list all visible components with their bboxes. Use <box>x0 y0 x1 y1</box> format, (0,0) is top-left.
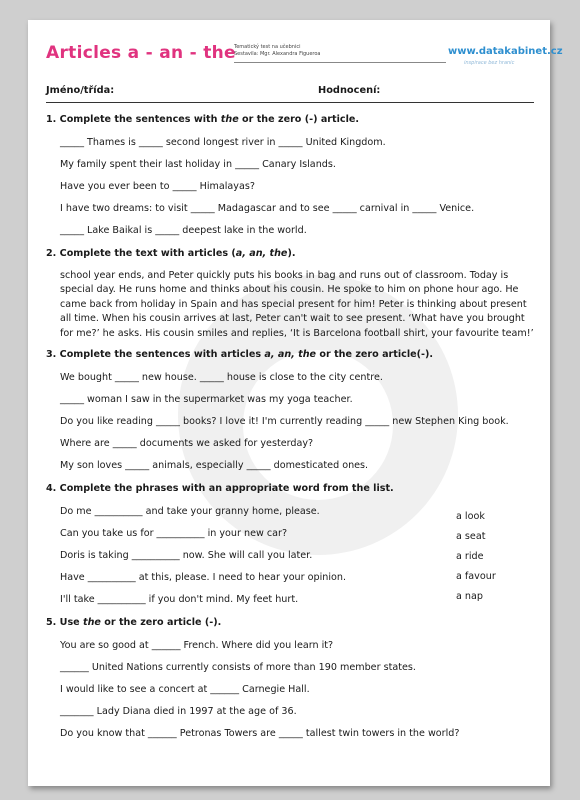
exercise-5 <box>46 617 534 750</box>
exercise-line: Have you ever been to _____ Himalayas? <box>60 181 255 192</box>
worksheet-subtitle: Tematický test na učebnici Sestavila: Mgr. Alexandra Figueroa <box>234 44 321 57</box>
grade-label: Hodnocení: <box>318 85 381 96</box>
student-fields <box>46 84 534 103</box>
exercise-2-instruction: 2. Complete the text with articles (a, an, the). <box>46 248 296 259</box>
word-option: a ride <box>456 551 484 563</box>
word-option: a nap <box>456 591 483 603</box>
worksheet-title: Articles a - an - the <box>46 43 236 63</box>
word-option: a seat <box>456 531 486 543</box>
exercise-line: Doris is taking __________ now. She will call you later. <box>60 550 313 562</box>
name-class-label: Jméno/třída: <box>46 85 115 96</box>
exercise-line: I'll take __________ if you don't mind. My feet hurt. <box>60 594 299 606</box>
exercise-2 <box>46 248 534 341</box>
exercise-1-instruction: 1. Complete the sentences with the or the zero (-) article. <box>46 114 360 125</box>
exercise-4-instruction: 4. Complete the phrases with an appropriate word from the list. <box>46 483 394 495</box>
exercise-line: Do you know that ______ Petronas Towers are _____ tallest twin towers in the world? <box>60 728 460 740</box>
exercise-line: Do you like reading _____ books? I love it! I'm currently reading _____ new Stephen King book. <box>60 416 509 428</box>
word-option: a look <box>456 511 485 523</box>
exercise-line: _____ Thames is _____ second longest river in _____ United Kingdom. <box>60 137 386 148</box>
header-rule <box>234 62 446 63</box>
exercise-line: We bought _____ new house. _____ house is close to the city centre. <box>60 372 383 384</box>
brand-url[interactable]: www.datakabinet.cz <box>448 46 563 57</box>
exercise-3 <box>46 349 534 482</box>
exercise-line: My family spent their last holiday in _____ Canary Islands. <box>60 159 336 170</box>
exercise-5-instruction: 5. Use the or the zero article (-). <box>46 617 222 629</box>
exercise-line: I have two dreams: to visit _____ Madagascar and to see _____ carnival in _____ Venice. <box>60 203 475 214</box>
exercise-4 <box>46 483 534 616</box>
exercise-line: I would like to see a concert at ______ Carnegie Hall. <box>60 684 310 696</box>
exercise-line: Do me __________ and take your granny home, please. <box>60 506 320 518</box>
exercise-line: _____ woman I saw in the supermarket was my yoga teacher. <box>60 394 353 406</box>
exercise-line: Can you take us for __________ in your new car? <box>60 528 288 540</box>
exercise-line: _____ Lake Baikal is _____ deepest lake in the world. <box>60 225 307 236</box>
word-list <box>456 511 496 611</box>
exercise-3-instruction: 3. Complete the sentences with articles a, an, the or the zero article(-). <box>46 349 434 361</box>
worksheet-content <box>46 84 534 750</box>
exercise-line: My son loves _____ animals, especially _____ domesticated ones. <box>60 460 369 472</box>
exercise-line: Have __________ at this, please. I need to hear your opinion. <box>60 572 347 584</box>
word-option: a favour <box>456 571 496 583</box>
exercise-line: You are so good at ______ French. Where did you learn it? <box>60 640 334 652</box>
exercise-line: Where are _____ documents we asked for yesterday? <box>60 438 314 450</box>
exercise-1 <box>46 114 534 247</box>
exercise-2-text: school year ends, and Peter quickly puts his books in bag and runs out of classroom. Today is special day. He runs home and thinks about his cousin. He spoke to him on phone hour ago. He came back from holiday in Spain and has special present for him! Peter is thinking about present all time. When his cousin arrives at last, Peter can't wait to see present. ‘What have you brought for me?’ he asks. His cousin smiles and replies, ‘It is Barcelona football shirt, your favourite team!’ <box>60 270 534 339</box>
worksheet-page <box>28 20 563 786</box>
exercise-line: ______ United Nations currently consists of more than 190 member states. <box>60 662 416 674</box>
brand-tagline: inspirace bez hranic <box>464 60 515 66</box>
exercise-line: _______ Lady Diana died in 1997 at the age of 36. <box>60 706 297 718</box>
